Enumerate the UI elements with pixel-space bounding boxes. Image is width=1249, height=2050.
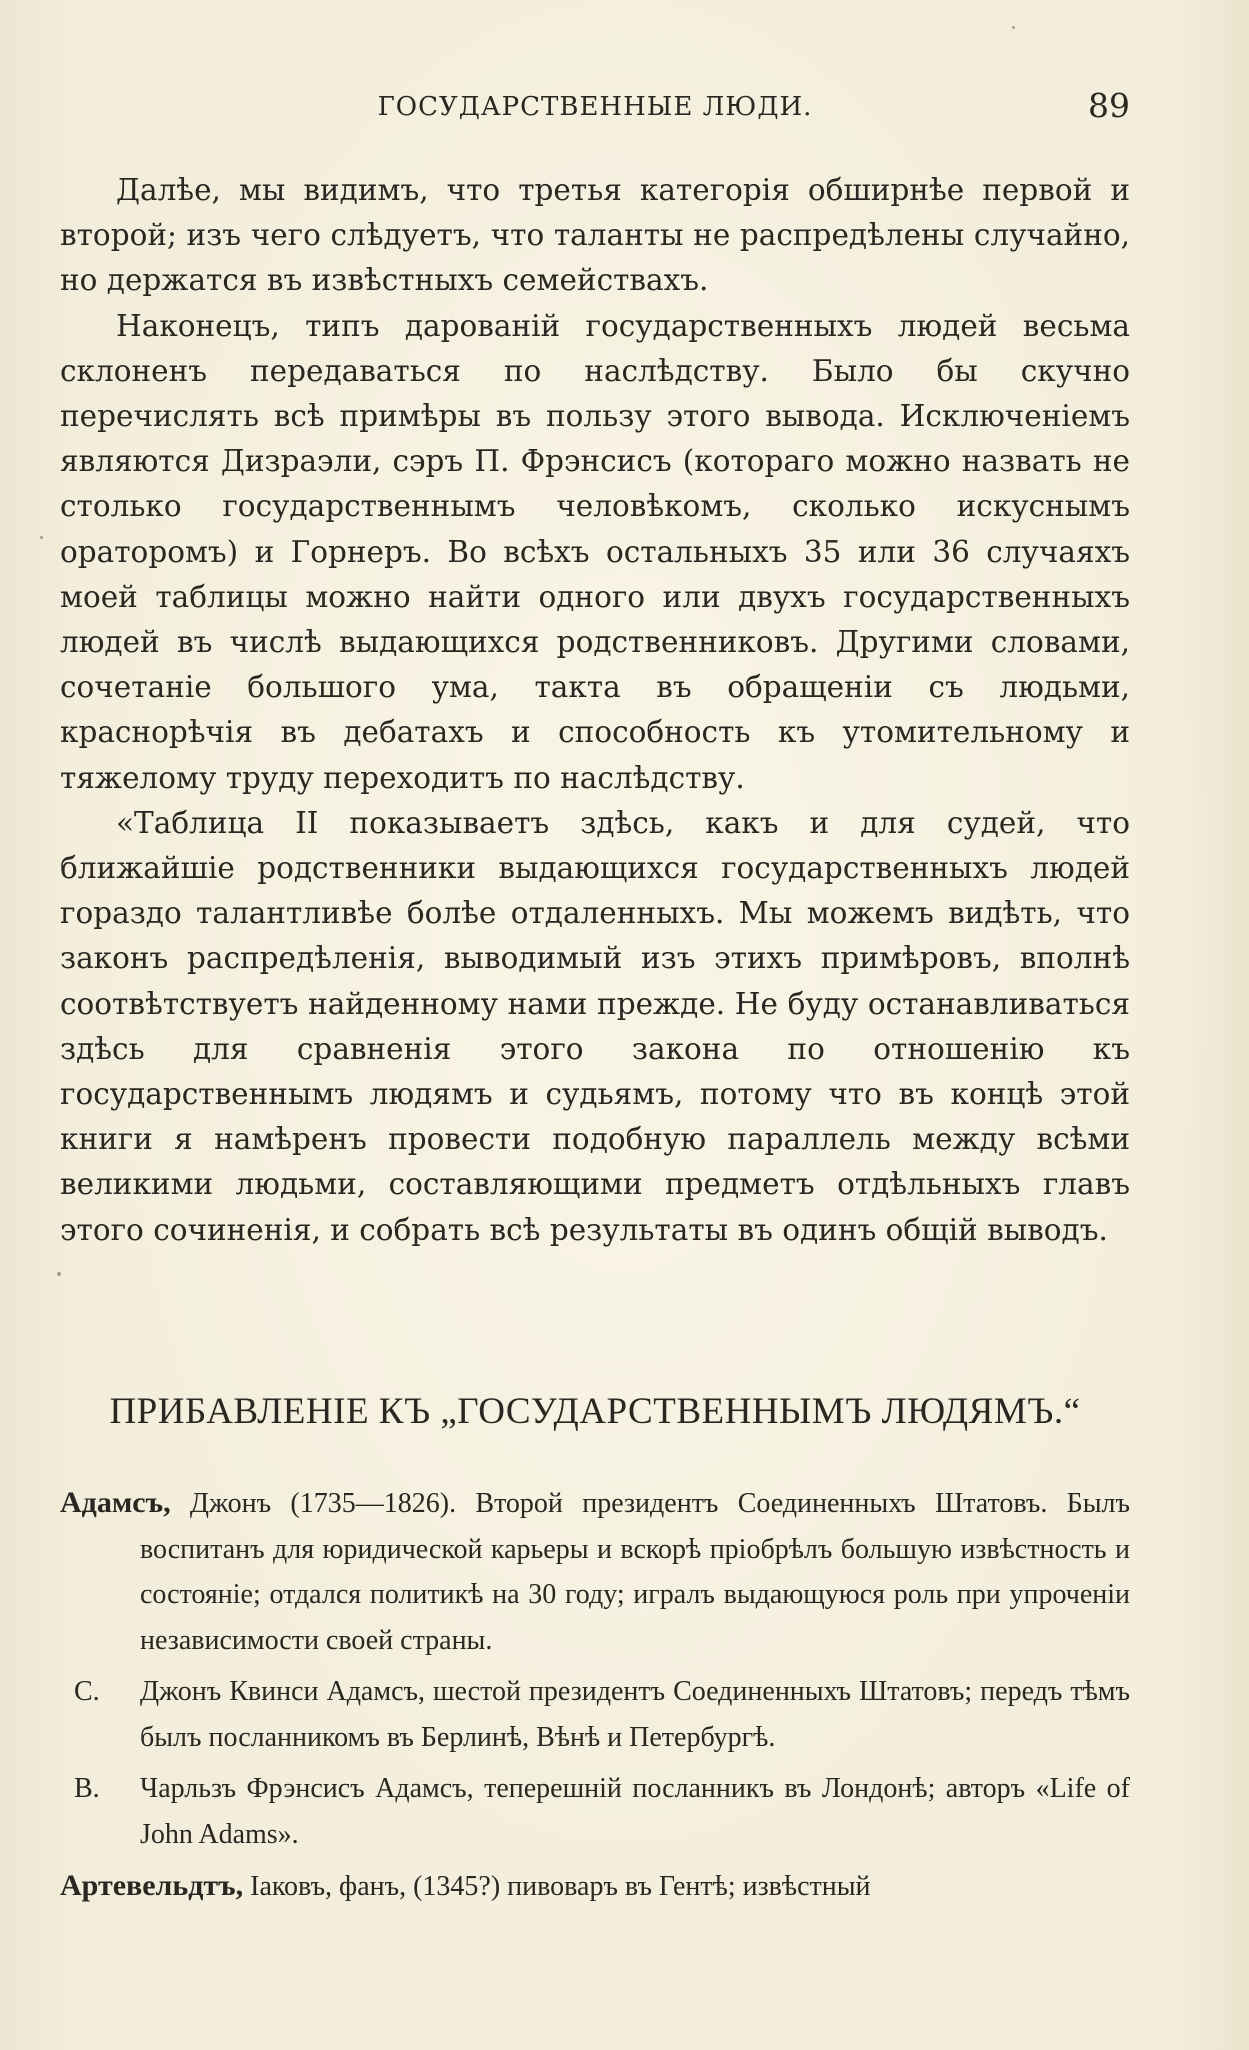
entry-name: Адамсъ, [60, 1486, 171, 1519]
entry-text: Джонъ (1735—1826). Второй президентъ Соединенныхъ Штатовъ. Былъ воспитанъ для юридической карьеры и вскорѣ пріобрѣлъ большую извѣстность и состояніе; отдался политикѣ на 30 году; игралъ выдающуюся роль при упроченіи независимости своей страны. [140, 1488, 1130, 1656]
relation-mark: С. [74, 1676, 100, 1707]
paragraph: Далѣе, мы видимъ, что третья категорія обширнѣе первой и второй; изъ чего слѣдуетъ, что таланты не распредѣлены случайно, но держатся въ извѣстныхъ семействахъ. [60, 173, 1130, 298]
main-text [60, 168, 1130, 1253]
relative-text: Чарльзъ Фрэнсисъ Адамсъ, теперешній посланникъ въ Лондонѣ; авторъ «Life of John Adams». [140, 1773, 1130, 1850]
entry-adams [60, 1480, 1130, 1663]
relation-mark: В. [74, 1773, 100, 1804]
entry-text: Іаковъ, фанъ, (1345?) пивоваръ въ Гентѣ; извѣстный [243, 1871, 871, 1902]
relative-text: Джонъ Квинси Адамсъ, шестой президентъ Соединенныхъ Штатовъ; передъ тѣмъ былъ посланникомъ въ Берлинѣ, Вѣнѣ и Петербургѣ. [140, 1676, 1130, 1753]
page-number: 89 [1088, 86, 1130, 125]
running-head: ГОСУДАРСТВЕННЫЕ ЛЮДИ. [377, 92, 813, 122]
appendix-title: ПРИБАВЛЕНІЕ КЪ „ГОСУДАРСТВЕННЫМЪ ЛЮДЯМЪ.“ [109, 1391, 1081, 1432]
relative-entry [60, 1669, 1130, 1760]
paragraph: Наконецъ, типъ дарованій государственныхъ людей весьма склоненъ передаваться по наслѣдству. Было бы скучно перечислять всѣ примѣры въ пользу этого вывода. Исключеніемъ являются Дизраэли, сэръ П. Фрэнсисъ (котораго можно назвать не столько государственнымъ человѣкомъ, сколько искуснымъ ораторомъ) и Горнеръ. Во всѣхъ остальныхъ 35 или 36 случаяхъ моей таблицы можно найти одного или двухъ государственныхъ людей въ числѣ выдающихся родственниковъ. Другими словами, сочетаніе большого ума, такта въ обращеніи съ людьми, краснорѣчія въ дебатахъ и способность къ утомительному и тяжелому труду переходитъ по наслѣдству. [60, 308, 1130, 795]
entry-name: Артевельдтъ, [60, 1869, 244, 1902]
paper-speck [40, 536, 43, 539]
paragraph: «Таблица II показываетъ здѣсь, какъ и для судей, что ближайшіе родственники выдающихся государственныхъ людей гораздо талантливѣе болѣе отдаленныхъ. Мы можемъ видѣть, что законъ распредѣленія, выводимый изъ этихъ примѣровъ, вполнѣ соотвѣтствуетъ найденному нами прежде. Не буду останавливаться здѣсь для сравненія этого закона по отношенію къ государственнымъ людямъ и судьямъ, потому что въ концѣ этой книги я намѣренъ провести подобную параллель между всѣми великими людьми, составляющими предметъ отдѣльныхъ главъ этого сочиненія, и собрать всѣ результаты въ одинъ общій выводъ. [60, 805, 1130, 1247]
relative-entry [60, 1766, 1130, 1857]
paper-speck [1012, 26, 1015, 29]
page-header [60, 86, 1130, 136]
paper-speck [57, 1272, 61, 1276]
appendix-entries [60, 1480, 1130, 1916]
entry-artevelde [60, 1863, 1130, 1910]
